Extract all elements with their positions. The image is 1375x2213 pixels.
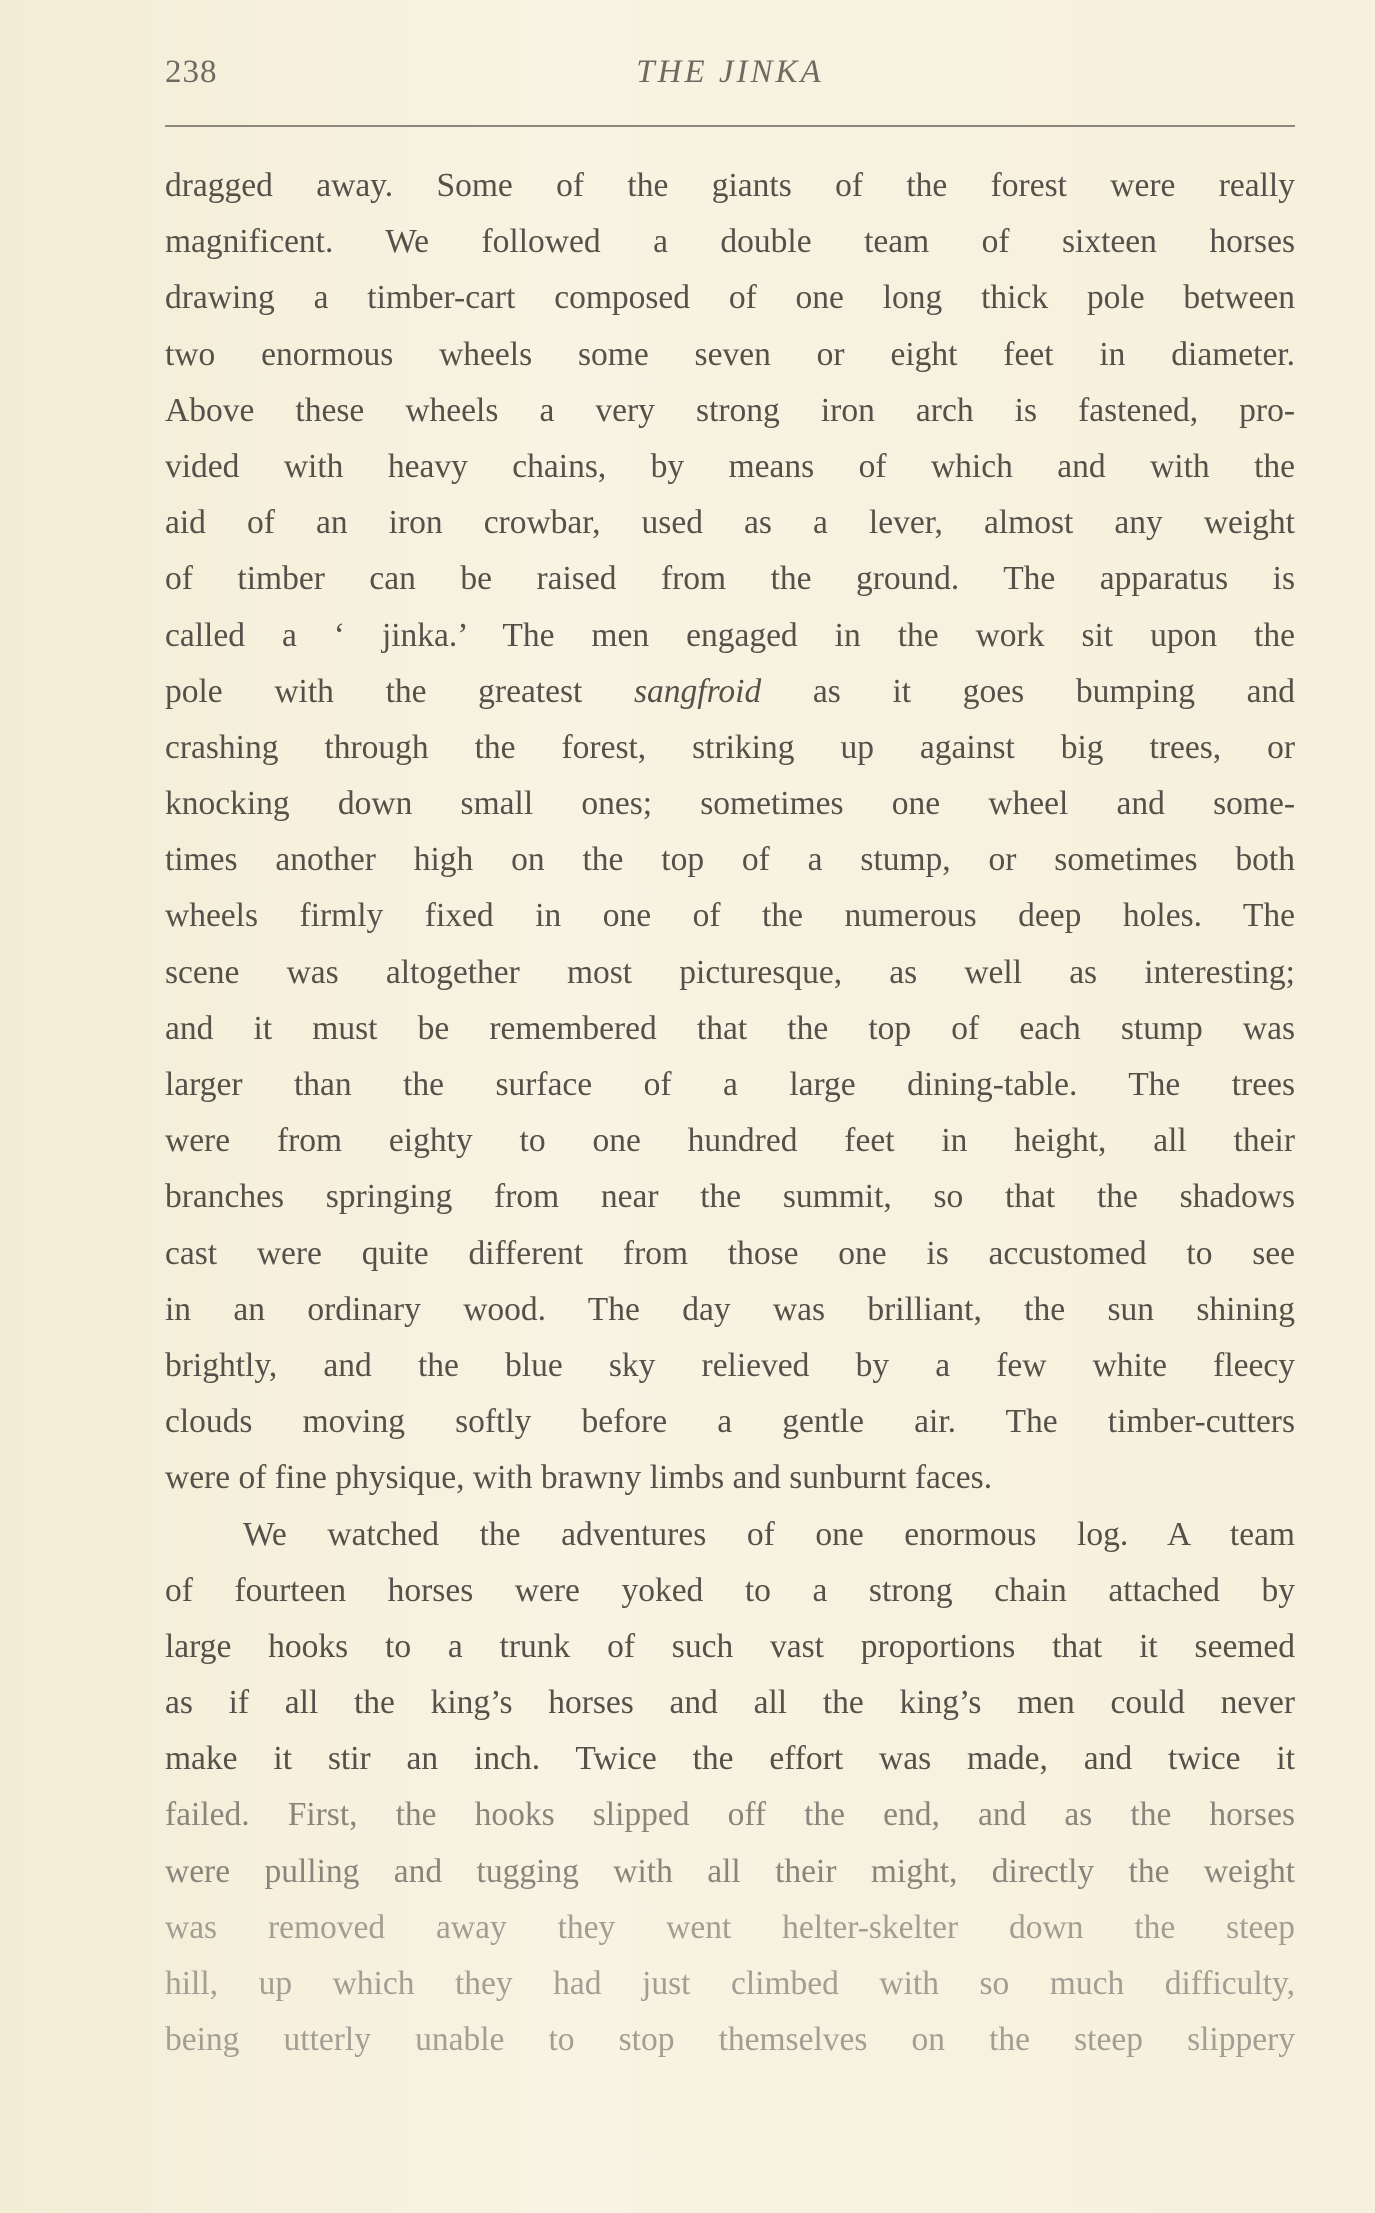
text-line: being utterly unable to stop themselves on the steep slippery bbox=[165, 2021, 1295, 2059]
text-line: crashing through the forest, striking up against big trees, or bbox=[165, 728, 1295, 766]
text-line: times another high on the top of a stump, or sometimes both bbox=[165, 841, 1295, 879]
text-line: were pulling and tugging with all their might, directly the weight bbox=[165, 1852, 1295, 1890]
text-line: hill, up which they had just climbed with so much difficulty, bbox=[165, 1965, 1295, 2002]
text-line: aid of an iron crowbar, used as a lever, almost any weight bbox=[165, 504, 1295, 542]
text-line: clouds moving softly before a gentle air. The timber-cutters bbox=[165, 1403, 1295, 1441]
running-title: THE JINKA bbox=[636, 54, 824, 90]
text-line: wheels firmly fixed in one of the numerous deep holes. The bbox=[165, 897, 1295, 935]
text-line: was removed away they went helter-skelter down the steep bbox=[165, 1908, 1295, 1946]
body-text bbox=[165, 158, 1295, 2068]
text-line: We watched the adventures of one enormous log. A team bbox=[243, 1515, 1295, 1553]
paragraph-1 bbox=[165, 158, 1295, 1507]
text-line: brightly, and the blue sky relieved by a few white fleecy bbox=[165, 1346, 1295, 1384]
text-line: dragged away. Some of the giants of the forest were really bbox=[165, 167, 1295, 204]
text-line: as if all the king’s horses and all the king’s men could never bbox=[165, 1684, 1295, 1722]
paragraph-2 bbox=[165, 1507, 1295, 2069]
text-line: called a ‘ jinka.’ The men engaged in the work sit upon the bbox=[165, 616, 1295, 654]
text-line bbox=[165, 664, 1295, 720]
text-line: vided with heavy chains, by means of which and with the bbox=[165, 447, 1295, 485]
header-rule bbox=[165, 125, 1295, 127]
text-segment: as it goes bumping and bbox=[812, 672, 1295, 710]
text-line: two enormous wheels some seven or eight feet in diameter. bbox=[165, 335, 1295, 373]
text-segment: pole with the greatest bbox=[165, 672, 583, 710]
text-line: were of fine physique, with brawny limbs and sunburnt faces. bbox=[165, 1459, 993, 1497]
text-line: were from eighty to one hundred feet in height, all their bbox=[165, 1122, 1295, 1160]
text-line: Above these wheels a very strong iron arch is fastened, pro- bbox=[165, 391, 1295, 429]
text-line: in an ordinary wood. The day was brilliant, the sun shining bbox=[165, 1290, 1295, 1328]
text-line: of fourteen horses were yoked to a strong chain attached by bbox=[165, 1571, 1295, 1609]
text-line: scene was altogether most picturesque, as well as interesting; bbox=[165, 953, 1295, 991]
italic-word: sangfroid bbox=[634, 672, 762, 710]
text-line: and it must be remembered that the top of each stump was bbox=[165, 1009, 1295, 1047]
text-line: drawing a timber-cart composed of one long thick pole between bbox=[165, 279, 1295, 317]
page-number: 238 bbox=[165, 54, 218, 90]
text-line: magnificent. We followed a double team of sixteen horses bbox=[165, 223, 1295, 261]
text-line: failed. First, the hooks slipped off the end, and as the horses bbox=[165, 1796, 1295, 1834]
text-line: make it stir an inch. Twice the effort was made, and twice it bbox=[165, 1740, 1295, 1778]
text-line: cast were quite different from those one is accustomed to see bbox=[165, 1234, 1295, 1272]
text-line: larger than the surface of a large dining-table. The trees bbox=[165, 1066, 1295, 1103]
page-header bbox=[165, 52, 1295, 102]
text-line: knocking down small ones; sometimes one wheel and some- bbox=[165, 785, 1295, 823]
text-line: branches springing from near the summit, so that the shadows bbox=[165, 1178, 1295, 1216]
text-line: large hooks to a trunk of such vast proportions that it seemed bbox=[165, 1627, 1295, 1665]
text-line: of timber can be raised from the ground. The apparatus is bbox=[165, 560, 1295, 598]
